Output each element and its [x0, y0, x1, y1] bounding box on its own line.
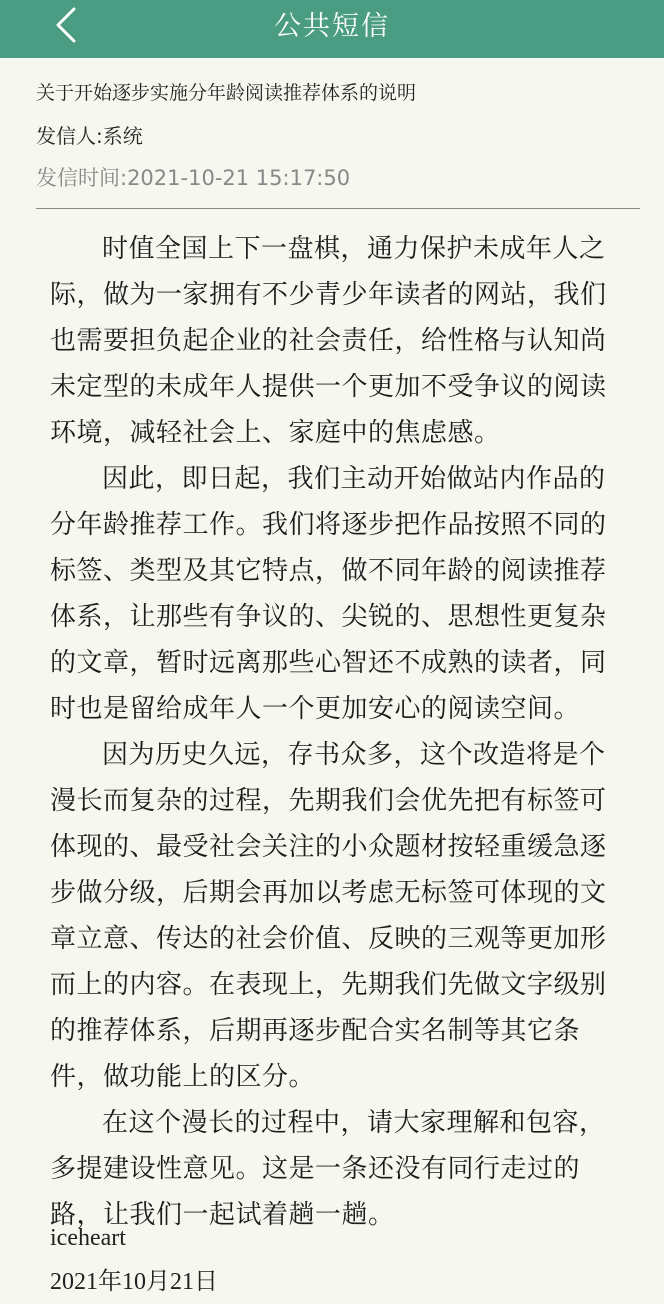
message-subject: 关于开始逐步实施分年龄阅读推荐体系的说明	[36, 82, 417, 104]
page-title: 公共短信	[274, 10, 390, 42]
message-paragraph: 在这个漫长的过程中，请大家理解和包容，多提建设性意见。这是一条还没有同行走过的路，让我们一起试着趟一趟。	[50, 1108, 606, 1230]
message-body	[50, 226, 610, 1238]
signature-name: iceheart	[50, 1225, 126, 1251]
message-paragraph: 因为历史久远，存书众多，这个改造将是个漫长而复杂的过程，先期我们会优先把有标签可体现的、最受社会关注的小众题材按轻重缓急逐步做分级，后期会再加以考虑无标签可体现的文章立意、传达的社会价值、反映的三观等更加形而上的内容。在表现上，先期我们先做文字级别的推荐体系，后期再逐步配合实名制等其它条件，做功能上的区分。	[50, 740, 607, 1092]
divider	[36, 208, 640, 209]
message-signature	[50, 1216, 218, 1304]
message-timestamp: 发信时间:2021-10-21 15:17:50	[36, 166, 351, 190]
signature-date: 2021年10月21日	[50, 1269, 218, 1295]
message-paragraph: 因此，即日起，我们主动开始做站内作品的分年龄推荐工作。我们将逐步把作品按照不同的标签、类型及其它特点，做不同年龄的阅读推荐体系，让那些有争议的、尖锐的、思想性更复杂的文章，暂时远离那些心智还不成熟的读者，同时也是留给成年人一个更加安心的阅读空间。	[50, 464, 607, 724]
chevron-left-icon	[54, 5, 78, 45]
message-paragraph: 时值全国上下一盘棋，通力保护未成年人之际，做为一家拥有不少青少年读者的网站，我们也需要担负起企业的社会责任，给性格与认知尚未定型的未成年人提供一个更加不受争议的阅读环境，减轻社会上、家庭中的焦虑感。	[50, 234, 607, 448]
back-button[interactable]	[44, 0, 88, 50]
top-navigation-bar	[0, 0, 664, 58]
message-sender: 发信人:系统	[36, 124, 143, 148]
